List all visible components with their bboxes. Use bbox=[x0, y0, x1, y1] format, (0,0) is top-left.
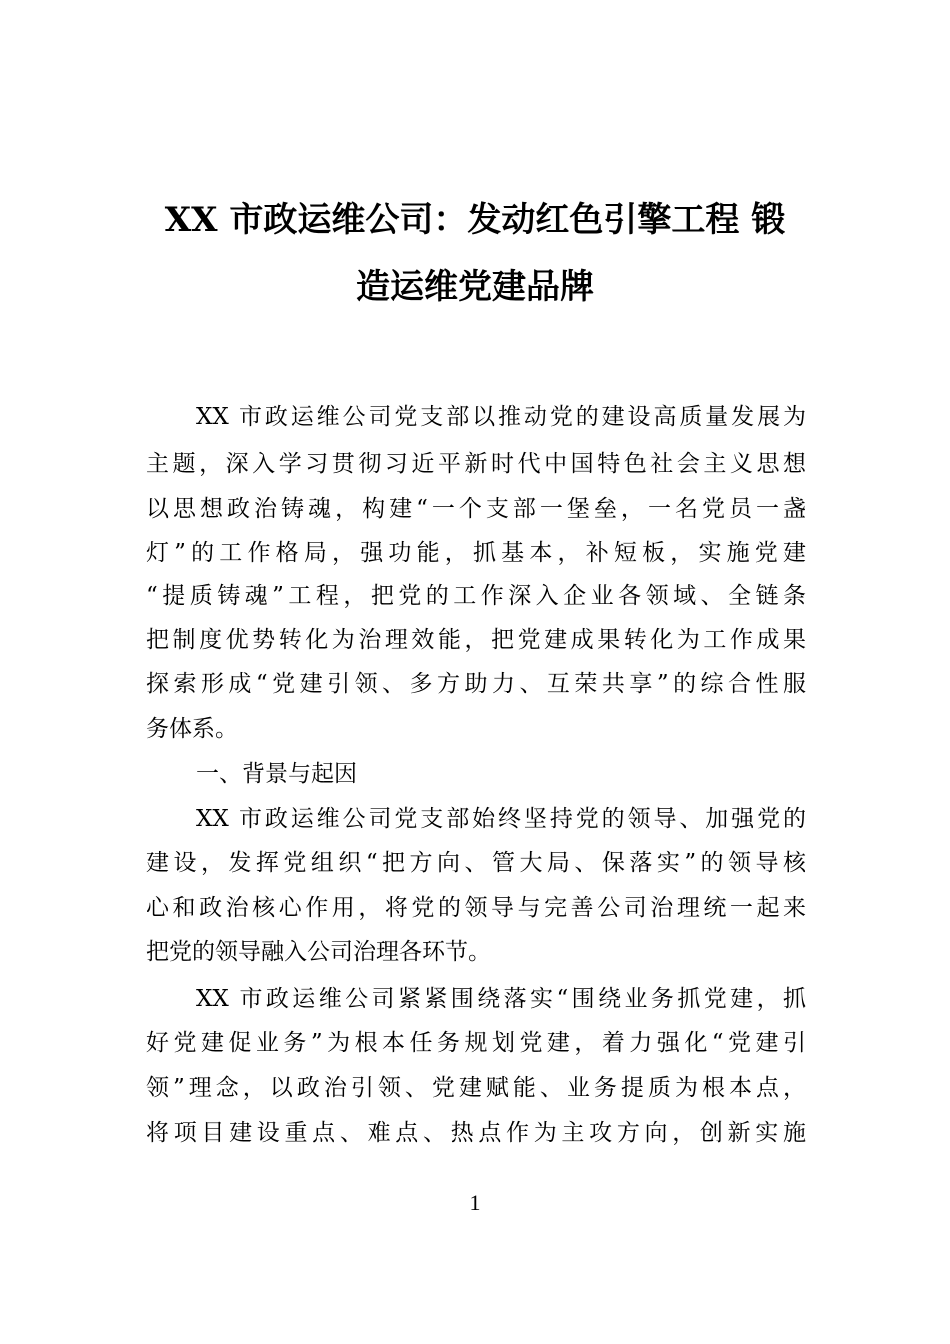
document-title-line-2: 造运维党建品牌 bbox=[356, 267, 594, 307]
paragraph-3-line-2: 好党建促业务”为根本任务规划党建，着力强化“党建引 bbox=[146, 1030, 806, 1056]
paragraph-3-line-4: 将项目建设重点、难点、热点作为主攻方向，创新实施 bbox=[146, 1120, 806, 1146]
paragraph-1-line-5: “提质铸魂”工程，把党的工作深入企业各领域、全链条 bbox=[146, 583, 806, 609]
paragraph-3-line-3: 领”理念，以政治引领、党建赋能、业务提质为根本点， bbox=[146, 1075, 806, 1101]
paragraph-1-line-2: 主题，深入学习贯彻习近平新时代中国特色社会主义思想 bbox=[146, 451, 806, 477]
document-title-line-1: XX 市政运维公司：发动红色引擎工程 锻 bbox=[164, 200, 786, 240]
section-heading: 一、背景与起因 bbox=[196, 761, 357, 787]
paragraph-1-line-3: 以思想政治铸魂，构建“一个支部一堡垒，一名党员一盏 bbox=[146, 496, 806, 522]
paragraph-2-line-3: 心和政治核心作用，将党的领导与完善公司治理统一起来 bbox=[146, 895, 806, 921]
page-number: 1 bbox=[469, 1190, 481, 1215]
paragraph-1-line-7: 探索形成“党建引领、多方助力、互荣共享”的综合性服 bbox=[146, 671, 806, 697]
paragraph-3-line-1: XX 市政运维公司紧紧围绕落实“围绕业务抓党建，抓 bbox=[196, 986, 806, 1012]
paragraph-1-line-4: 灯”的工作格局，强功能，抓基本，补短板，实施党建 bbox=[146, 540, 806, 566]
paragraph-1-line-6: 把制度优势转化为治理效能，把党建成果转化为工作成果 bbox=[146, 627, 806, 653]
paragraph-1-line-1: XX 市政运维公司党支部以推动党的建设高质量发展为 bbox=[196, 404, 806, 430]
paragraph-1-line-8: 务体系。 bbox=[146, 716, 238, 742]
paragraph-2-line-1: XX 市政运维公司党支部始终坚持党的领导、加强党的 bbox=[196, 806, 806, 832]
paragraph-2-line-4: 把党的领导融入公司治理各环节。 bbox=[146, 939, 491, 965]
paragraph-2-line-2: 建设，发挥党组织“把方向、管大局、保落实”的领导核 bbox=[146, 850, 806, 876]
